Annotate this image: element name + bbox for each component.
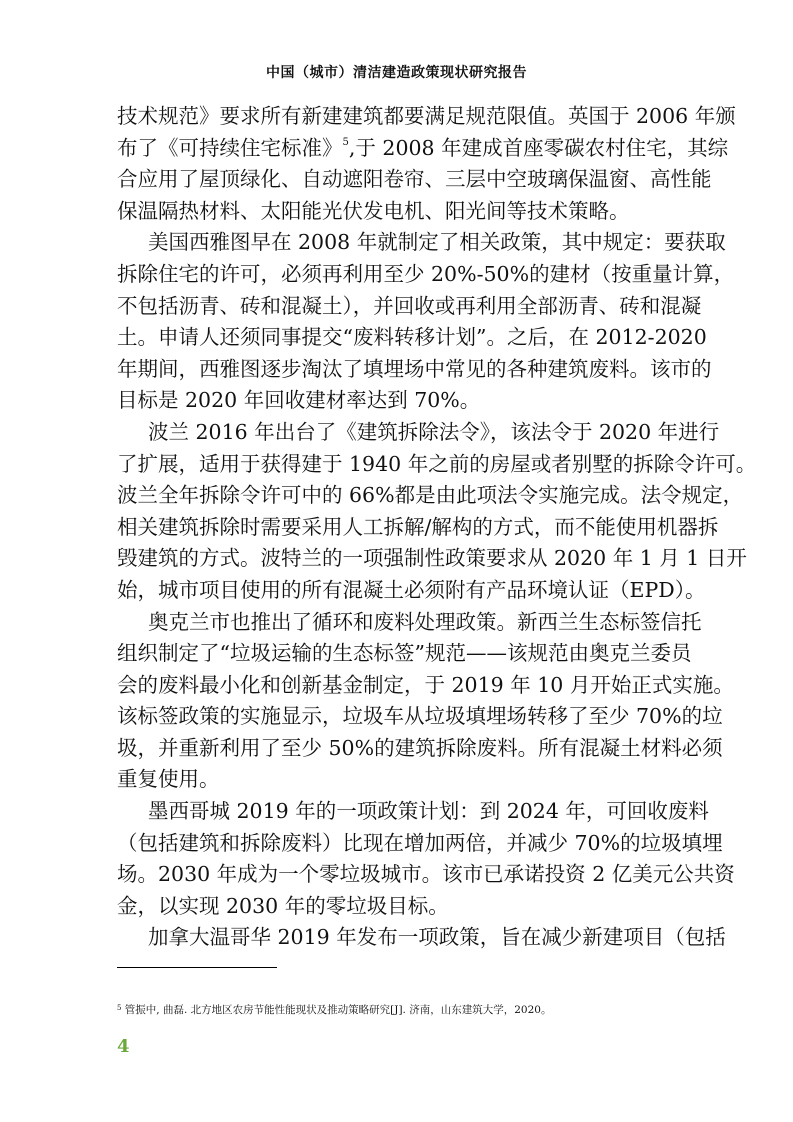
text-line: 组织制定了“垃圾运输的生态标签”规范——该规范由奥克兰委员 — [117, 641, 692, 666]
text-line: 毁建筑的方式。波特兰的一项强制性政策要求从 2020 年 1 月 1 日开 — [117, 546, 747, 571]
text-line: 年期间，西雅图逐步淘汰了填埋场中常见的各种建筑废料。该市的 — [117, 356, 712, 381]
text-line: 墨西哥城 2019 年的一项政策计划：到 2024 年，可回收废料 — [148, 799, 709, 824]
text-line: 技术规范》要求所有新建建筑都要满足规范限值。英国于 2006 年颁 — [117, 104, 736, 128]
text-line: 加拿大温哥华 2019 年发布一项政策，旨在减少新建项目（包括 — [148, 925, 726, 950]
text-line: 奥克兰市也推出了循环和废料处理政策。新西兰生态标签信托 — [148, 609, 702, 634]
paragraph — [117, 101, 736, 227]
text-line: 会的废料最小化和创新基金制定，于 2019 年 10 月开始正式实施。 — [117, 672, 734, 697]
text-line: 波兰全年拆除令许可中的 66%都是由此项法令实施完成。法令规定， — [117, 483, 744, 508]
text-line: 目标是 2020 年回收建材率达到 70%。 — [117, 388, 481, 413]
text-line: 场。2030 年成为一个零垃圾城市。该市已承诺投资 2 亿美元公共资 — [117, 862, 735, 887]
footnote-marker: 5 — [117, 1004, 122, 1012]
text-line: 圾，并重新利用了至少 50%的建筑拆除废料。所有混凝土材料必须 — [117, 735, 723, 760]
text-line — [117, 133, 729, 165]
text-line: 美国西雅图早在 2008 年就制定了相关政策，其中规定：要获取 — [148, 230, 726, 255]
paragraph — [117, 922, 726, 954]
text-line: 波兰 2016 年出台了《建筑拆除法令》，该法令于 2020 年进行 — [148, 419, 720, 444]
line-text: ,于 2008 年建成首座零碳农村住宅，其综 — [348, 135, 729, 160]
paragraph — [117, 227, 735, 417]
footnote-divider — [117, 967, 277, 968]
text-line: （包括建筑和拆除废料）比现在增加两倍，并减少 70%的垃圾填埋 — [117, 830, 723, 855]
line-text: 布了《可持续住宅标准》 — [117, 135, 343, 160]
footnote — [117, 1002, 551, 1017]
text-line: 该标签政策的实施显示，垃圾车从垃圾填埋场转移了至少 70%的垃 — [117, 704, 723, 729]
text-line: 金，以实现 2030 年的零垃圾目标。 — [117, 893, 449, 918]
footnote-text: 管振中, 曲磊. 北方地区农房节能性能现状及推动策略研究[J]. 济南，山东建筑大学，2020。 — [121, 1004, 552, 1016]
running-header: 中国（城市）清洁建造政策现状研究报告 — [266, 65, 527, 81]
paragraph — [117, 607, 734, 797]
body-text — [117, 101, 757, 954]
text-line: 保温隔热材料、太阳能光伏发电机、阳光间等技术策略。 — [117, 198, 630, 223]
text-line: 了扩展，适用于获得建于 1940 年之前的房屋或者别墅的拆除令许可。 — [117, 451, 757, 476]
text-line: 拆除住宅的许可，必须再利用至少 20%-50%的建材（按重量计算， — [117, 261, 735, 286]
text-line: 始，城市项目使用的所有混凝土必须附有产品环境认证（EPD）。 — [117, 577, 706, 602]
paragraph — [117, 417, 757, 607]
text-line: 重复使用。 — [117, 767, 220, 792]
text-line: 土。申请人还须同事提交“废料转移计划”。之后，在 2012-2020 — [117, 325, 707, 350]
paragraph — [117, 796, 735, 922]
footnote-reference: 5 — [342, 136, 349, 148]
text-line: 相关建筑拆除时需要采用人工拆解/解构的方式，而不能使用机器拆 — [117, 514, 719, 539]
text-line: 不包括沥青、砖和混凝土），并回收或再利用全部沥青、砖和混凝 — [117, 293, 702, 318]
page-number: 4 — [117, 1036, 130, 1057]
text-line: 合应用了屋顶绿化、自动遮阳卷帘、三层中空玻璃保温窗、高性能 — [117, 167, 712, 192]
